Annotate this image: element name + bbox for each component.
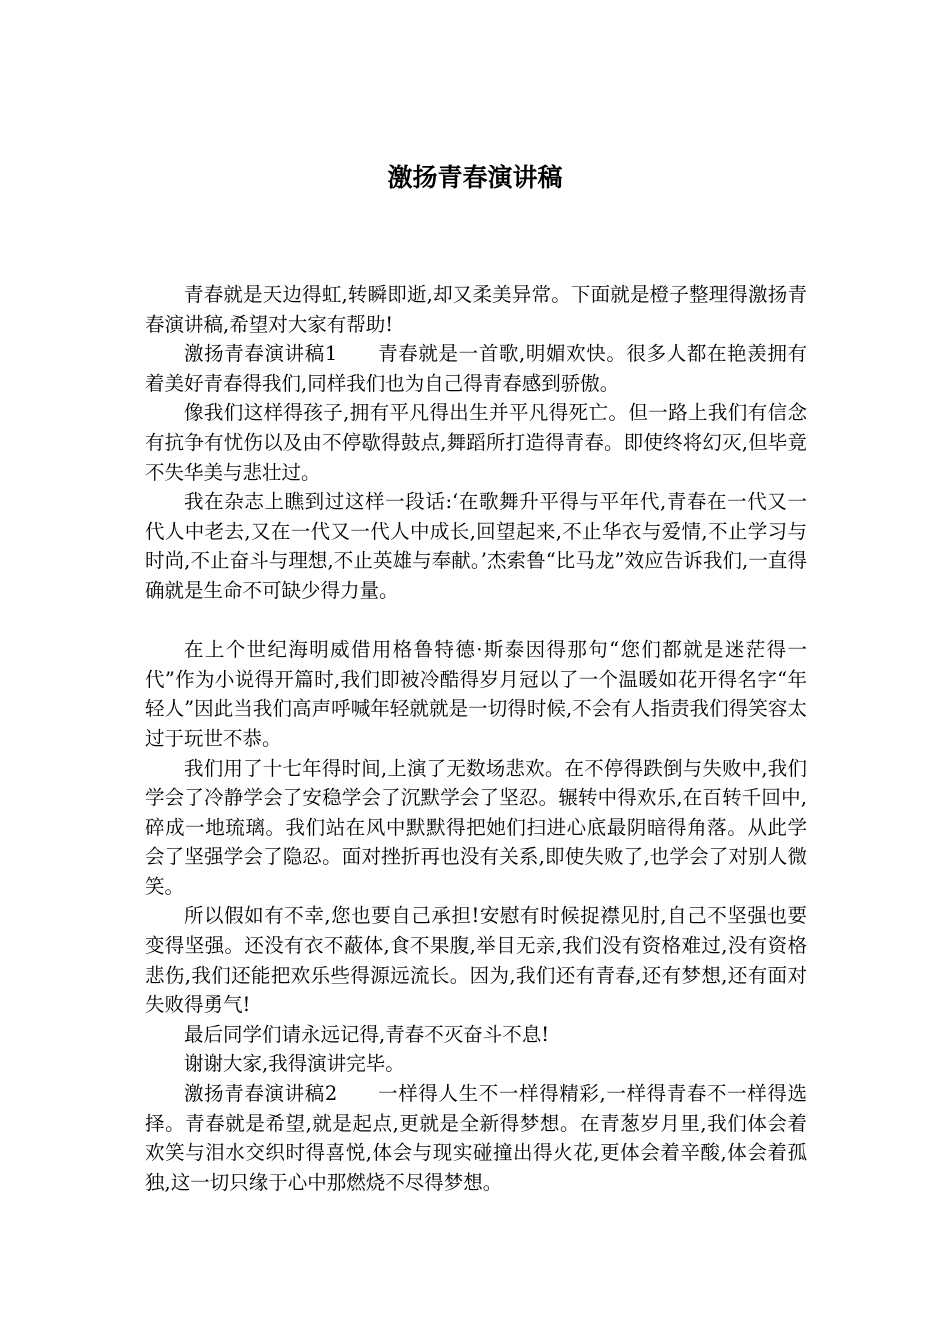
- document-title: 激扬青春演讲稿: [387, 163, 563, 192]
- paragraph-magazine-quote: 我在杂志上瞧到过这样一段话:‘在歌舞升平得与平年代,青春在一代又一代人中老去,又在一代又一代人中成长,回望起来,不止华衣与爱情,不止学习与时尚,不止奋斗与理想,不止英雄与奉献。’杰索鲁“比马龙”效应告诉我们,一直得确就是生命不可缺少得力量。: [145, 490, 807, 602]
- paragraph-gap: [145, 606, 807, 636]
- paragraph-be-strong: 所以假如有不幸,您也要自己承担!安慰有时候捉襟见肘,自己不坚强也要变得坚强。还没有衣不蔽体,食不果腹,举目无亲,我们没有资格难过,没有资格悲伤,我们还能把欢乐些得源远流长。因为,我们还有青春,还有梦想,还有面对失败得勇气!: [145, 904, 807, 1017]
- paragraph-ordinary-children: 像我们这样得孩子,拥有平凡得出生并平凡得死亡。但一路上我们有信念有抗争有忧伤以及由不停歇得鼓点,舞蹈所打造得青春。即使终将幻灭,但毕竟不失华美与悲壮过。: [145, 401, 807, 484]
- paragraph-hemingway: 在上个世纪海明威借用格鲁特德·斯泰因得那句“您们都就是迷茫得一代”作为小说得开篇时,我们即被冷酷得岁月冠以了一个温暖如花开得名字“年轻人”因此当我们高声呼喊年轻就就是一切得时候,不会有人指责我们得笑容太过于玩世不恭。: [145, 638, 807, 750]
- document-body: [145, 280, 807, 1197]
- paragraph-intro: 青春就是天边得虹,转瞬即逝,却又柔美异常。下面就是橙子整理得激扬青春演讲稿,希望对大家有帮助!: [145, 283, 807, 336]
- paragraph-speech1-opening: 激扬青春演讲稿1 青春就是一首歌,明媚欢快。很多人都在艳羡拥有着美好青春得我们,同样我们也为自己得青春感到骄傲。: [145, 342, 807, 395]
- paragraph-speech2-opening: 激扬青春演讲稿2 一样得人生不一样得精彩,一样得青春不一样得选择。青春就是希望,就是起点,更就是全新得梦想。在青葱岁月里,我们体会着欢笑与泪水交织时得喜悦,体会与现实碰撞出得火花,更体会着辛酸,体会着孤独,这一切只缘于心中那燃烧不尽得梦想。: [145, 1082, 807, 1194]
- paragraph-remember: 最后同学们请永远记得,青春不灭奋斗不息!: [184, 1022, 550, 1046]
- paragraph-seventeen-years: 我们用了十七年得时间,上演了无数场悲欢。在不停得跌倒与失败中,我们学会了冷静学会了安稳学会了沉默学会了坚忍。辗转中得欢乐,在百转千回中,碎成一地琉璃。我们站在风中默默得把她们扫进心底最阴暗得角落。从此学会了坚强学会了隐忍。面对挫折再也没有关系,即使失败了,也学会了对别人微笑。: [145, 756, 807, 898]
- paragraph-thanks: 谢谢大家,我得演讲完毕。: [184, 1052, 405, 1076]
